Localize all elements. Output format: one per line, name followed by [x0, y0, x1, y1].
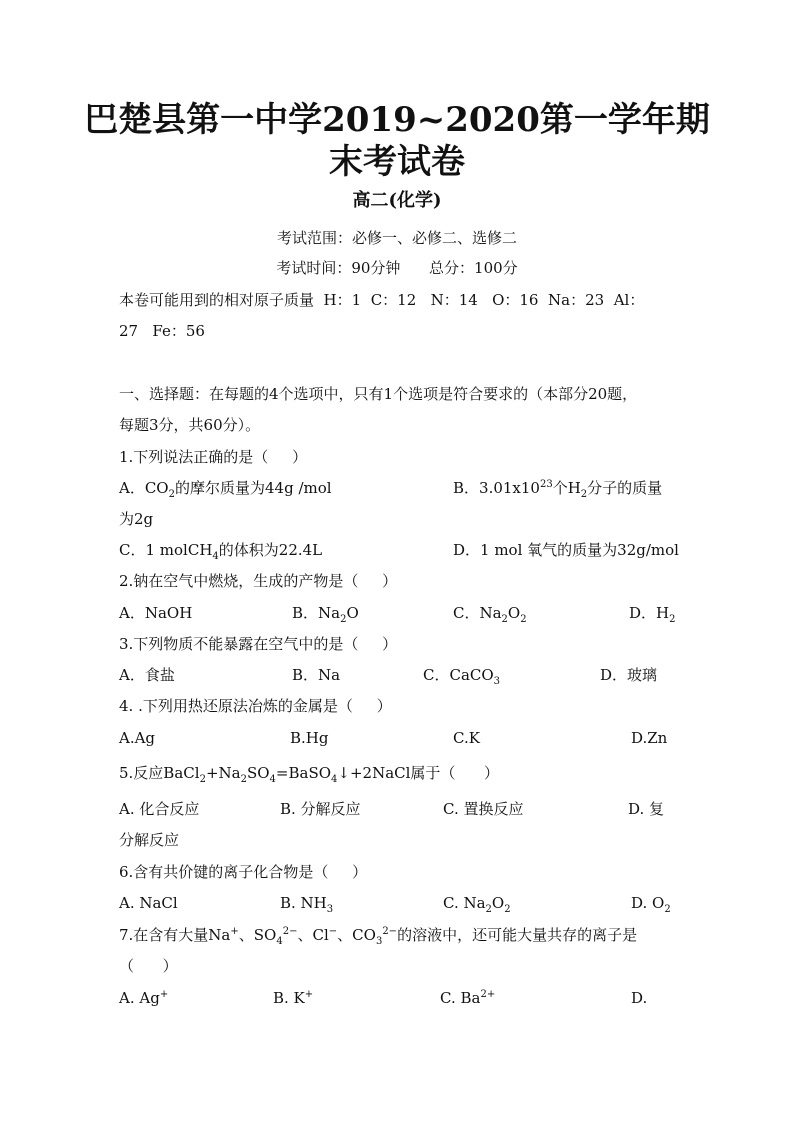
- q2-stem: 2.钠在空气中燃烧，生成的产物是（ ）: [119, 572, 398, 590]
- q5-option-b: B. 分解反应: [280, 800, 361, 818]
- q1-option-b: B．$3.01x10^{23}$个$H_2$分子的质量: [453, 479, 663, 500]
- q6-option-a: A. NaCl: [119, 894, 178, 912]
- q6-option-b: B. $NH_3$: [280, 894, 334, 915]
- exam-subtitle: 高二(化学): [352, 190, 442, 211]
- q6-option-c: C. $Na_2O_2$: [443, 894, 511, 915]
- q7-stem: 7.在含有大量Na+、$SO_4^{2-}$、Cl−、$CO_3^{2-}$的溶液中，还可能大量共存的离子是: [119, 926, 638, 947]
- q4-option-a: A.Ag: [119, 729, 156, 747]
- q6-stem: 6.含有共价键的离子化合物是（ ）: [119, 863, 368, 881]
- q1-option-b-wrap: 为2g: [119, 510, 154, 528]
- q5-option-d-wrap: 分解反应: [119, 831, 180, 849]
- q4-option-c: C.K: [453, 729, 480, 747]
- section-intro-line1: 一、选择题：在每题的4个选项中，只有1个选项是符合要求的（本部分20题，: [119, 385, 638, 403]
- exam-title-line2: 末考试卷: [329, 142, 465, 182]
- q2-option-d: D．$H_2$: [629, 604, 676, 625]
- q3-option-d: D．玻璃: [600, 666, 658, 684]
- q5-option-c: C. 置换反应: [443, 800, 524, 818]
- q2-option-a: A．NaOH: [119, 604, 193, 622]
- q4-option-d: D.Zn: [631, 729, 668, 747]
- exam-scope: 考试范围：必修一、必修二、选修二: [276, 229, 517, 247]
- q4-option-b: B.Hg: [290, 729, 329, 747]
- q1-option-d: D．1 mol 氧气的质量为32g/mol: [453, 541, 679, 559]
- q7-option-a: A. Ag+: [119, 989, 169, 1007]
- q3-option-a: A．食盐: [119, 666, 175, 684]
- q4-stem: 4. .下列用热还原法冶炼的金属是（ ）: [119, 697, 392, 715]
- q5-option-a: A. 化合反应: [119, 800, 200, 818]
- q3-option-b: B．Na: [292, 666, 341, 684]
- exam-time-score: 考试时间：90分钟 总分：100分: [276, 259, 518, 277]
- q2-option-c: C．$Na_2O_2$: [453, 604, 527, 625]
- q7-answer-paren: （ ）: [119, 957, 178, 975]
- q5-stem: 5.反应$BaCl_2+Na_2SO_4=BaSO_4↓+2NaCl$属于（ ）: [119, 764, 500, 785]
- q5-option-d: D. 复: [628, 800, 665, 818]
- q2-option-b: B．$Na_2O$: [292, 604, 359, 625]
- q1-stem: 1.下列说法正确的是（ ）: [119, 448, 308, 466]
- q3-stem: 3.下列物质不能暴露在空气中的是（ ）: [119, 635, 398, 653]
- q7-option-b: B. K+: [273, 989, 314, 1007]
- section-intro-line2: 每题3分，共60分）。: [119, 416, 261, 434]
- q7-option-c: C. $Ba^{2+}$: [440, 989, 496, 1007]
- exam-title-line1: 巴楚县第一中学2019~2020第一学年期: [84, 100, 710, 140]
- q1-option-a: A．$CO_2$的摩尔质量为44g /mol: [119, 479, 332, 500]
- q6-option-d: D. $O_2$: [631, 894, 671, 915]
- atomic-mass-line1: 本卷可能用到的相对原子质量 H：1 C：12 N：14 O：16 Na：23 Al：: [119, 291, 645, 309]
- q3-option-c: C．CaCO$_3$: [423, 666, 501, 687]
- q7-option-d: D.: [631, 989, 648, 1007]
- q1-option-c: C．1 molCH$_4$的体积为22.4L: [119, 541, 323, 562]
- atomic-mass-line2: 27 Fe：56: [119, 322, 205, 340]
